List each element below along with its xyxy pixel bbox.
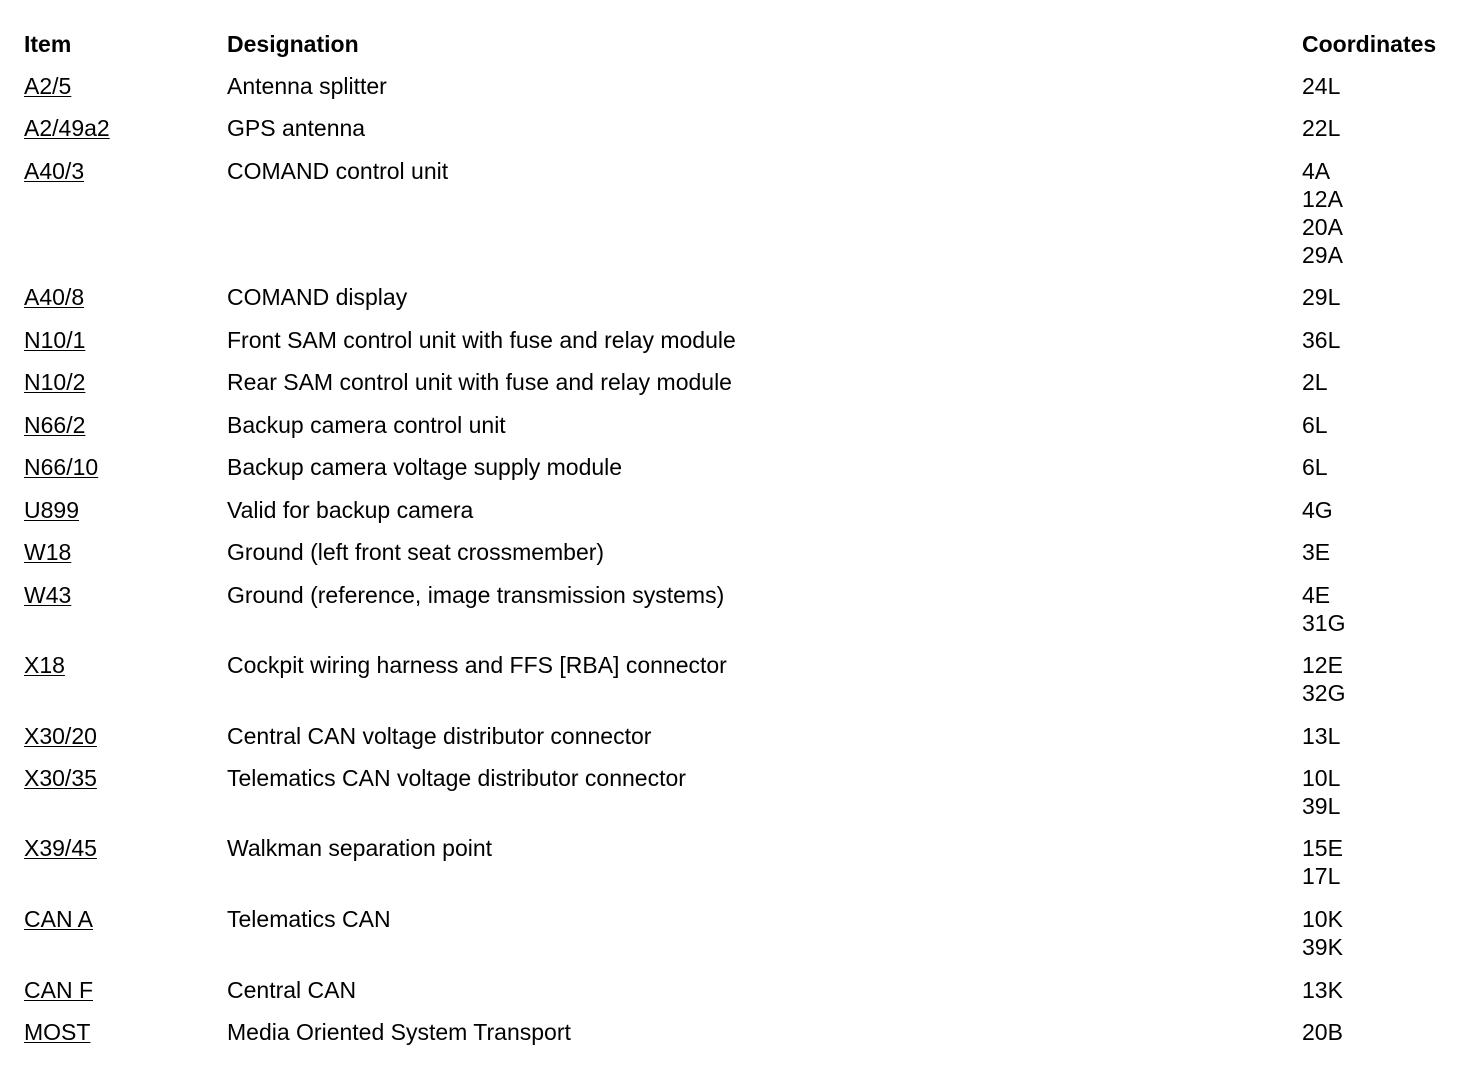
item-link[interactable]: X30/20 xyxy=(24,723,97,749)
item-cell xyxy=(24,283,84,311)
designation-cell: Ground (left front seat crossmember) xyxy=(227,539,605,565)
coordinate-value: 4A xyxy=(1302,158,1331,184)
coordinate-value: 20B xyxy=(1302,1019,1343,1045)
item-cell xyxy=(24,905,93,933)
item-cell xyxy=(24,1018,90,1046)
coordinate-value: 6L xyxy=(1302,454,1328,480)
item-cell xyxy=(24,326,85,354)
item-link[interactable]: A40/8 xyxy=(24,284,85,310)
item-cell xyxy=(24,411,85,439)
coordinate-value: 12E xyxy=(1302,652,1343,678)
coordinates-cell xyxy=(1302,834,1343,890)
coordinate-value: 13K xyxy=(1302,977,1343,1003)
coordinates-cell xyxy=(1302,581,1345,637)
coordinate-value: 13L xyxy=(1302,723,1341,749)
coordinates-cell xyxy=(1302,651,1345,707)
coordinate-value: 12A xyxy=(1302,186,1343,212)
item-cell xyxy=(24,114,110,142)
coordinate-value: 24L xyxy=(1302,73,1341,99)
designation-cell: Valid for backup camera xyxy=(227,497,474,523)
item-link[interactable]: N66/2 xyxy=(24,412,86,438)
coordinate-value: 29L xyxy=(1302,284,1341,310)
designation-cell: Antenna splitter xyxy=(227,73,387,99)
item-link[interactable]: X30/35 xyxy=(24,765,97,791)
item-cell xyxy=(24,453,98,481)
item-cell xyxy=(24,722,97,750)
item-cell xyxy=(24,538,71,566)
item-link[interactable]: A40/3 xyxy=(24,158,85,184)
designation-cell: Central CAN xyxy=(227,977,357,1003)
designation-cell: Backup camera control unit xyxy=(227,412,506,438)
coordinate-value: 10K xyxy=(1302,906,1343,932)
item-cell xyxy=(24,834,97,862)
header-coordinates: Coordinates xyxy=(1302,31,1437,57)
coordinate-value: 6L xyxy=(1302,412,1328,438)
designation-cell: Media Oriented System Transport xyxy=(227,1019,571,1045)
item-link[interactable]: W18 xyxy=(24,539,72,565)
designation-cell: Rear SAM control unit with fuse and relay module xyxy=(227,369,732,395)
coordinates-cell xyxy=(1302,72,1340,100)
item-cell xyxy=(24,157,84,185)
coordinate-value: 20A xyxy=(1302,214,1343,240)
coordinates-cell xyxy=(1302,722,1340,750)
coordinates-cell xyxy=(1302,114,1340,142)
coordinate-value: 4G xyxy=(1302,497,1333,523)
designation-cell: Walkman separation point xyxy=(227,835,493,861)
item-cell xyxy=(24,651,65,679)
coordinate-value: 10L xyxy=(1302,765,1341,791)
item-link[interactable]: X18 xyxy=(24,652,65,678)
designation-cell: Ground (reference, image transmission systems) xyxy=(227,582,725,608)
item-link[interactable]: N10/1 xyxy=(24,327,86,353)
header-item: Item xyxy=(24,31,72,57)
item-link[interactable]: A2/5 xyxy=(24,73,72,99)
item-link[interactable]: CAN F xyxy=(24,977,93,1003)
item-link[interactable]: N66/10 xyxy=(24,454,99,480)
designation-cell: Telematics CAN xyxy=(227,906,391,932)
item-link[interactable]: W43 xyxy=(24,582,72,608)
header-designation: Designation xyxy=(227,31,359,57)
coordinate-value: 32G xyxy=(1302,680,1346,706)
coordinate-value: 22L xyxy=(1302,115,1341,141)
designation-cell: COMAND control unit xyxy=(227,158,449,184)
coordinates-cell xyxy=(1302,157,1343,269)
coordinate-value: 29A xyxy=(1302,242,1343,268)
coordinates-cell xyxy=(1302,905,1343,961)
coordinates-cell xyxy=(1302,326,1340,354)
coordinates-cell xyxy=(1302,453,1328,481)
coordinates-cell xyxy=(1302,1018,1343,1046)
designation-cell: Cockpit wiring harness and FFS [RBA] connector xyxy=(227,652,727,678)
coordinates-cell xyxy=(1302,283,1340,311)
coordinate-value: 4E xyxy=(1302,582,1331,608)
item-link[interactable]: N10/2 xyxy=(24,369,86,395)
designation-cell: Backup camera voltage supply module xyxy=(227,454,623,480)
coordinate-value: 15E xyxy=(1302,835,1343,861)
coordinates-cell xyxy=(1302,976,1343,1004)
coordinate-value: 31G xyxy=(1302,610,1346,636)
item-link[interactable]: A2/49a2 xyxy=(24,115,110,141)
item-cell xyxy=(24,764,97,792)
coordinates-cell xyxy=(1302,538,1330,566)
item-cell xyxy=(24,976,93,1004)
item-cell xyxy=(24,496,79,524)
coordinates-cell xyxy=(1302,496,1333,524)
item-link[interactable]: CAN A xyxy=(24,906,94,932)
coordinates-cell xyxy=(1302,411,1328,439)
coordinates-cell xyxy=(1302,764,1340,820)
designation-cell: GPS antenna xyxy=(227,115,366,141)
coordinates-cell xyxy=(1302,368,1328,396)
item-link[interactable]: X39/45 xyxy=(24,835,97,861)
item-cell xyxy=(24,72,71,100)
item-link[interactable]: MOST xyxy=(24,1019,91,1045)
designation-cell: Central CAN voltage distributor connector xyxy=(227,723,652,749)
coordinate-value: 2L xyxy=(1302,369,1328,395)
coordinate-value: 17L xyxy=(1302,863,1341,889)
coordinate-value: 39L xyxy=(1302,793,1341,819)
designation-cell: Telematics CAN voltage distributor connector xyxy=(227,765,686,791)
designation-cell: COMAND display xyxy=(227,284,408,310)
coordinate-value: 36L xyxy=(1302,327,1341,353)
item-cell xyxy=(24,581,71,609)
coordinate-value: 3E xyxy=(1302,539,1331,565)
item-cell xyxy=(24,368,85,396)
coordinate-value: 39K xyxy=(1302,934,1343,960)
designation-cell: Front SAM control unit with fuse and relay module xyxy=(227,327,736,353)
item-link[interactable]: U899 xyxy=(24,497,79,523)
